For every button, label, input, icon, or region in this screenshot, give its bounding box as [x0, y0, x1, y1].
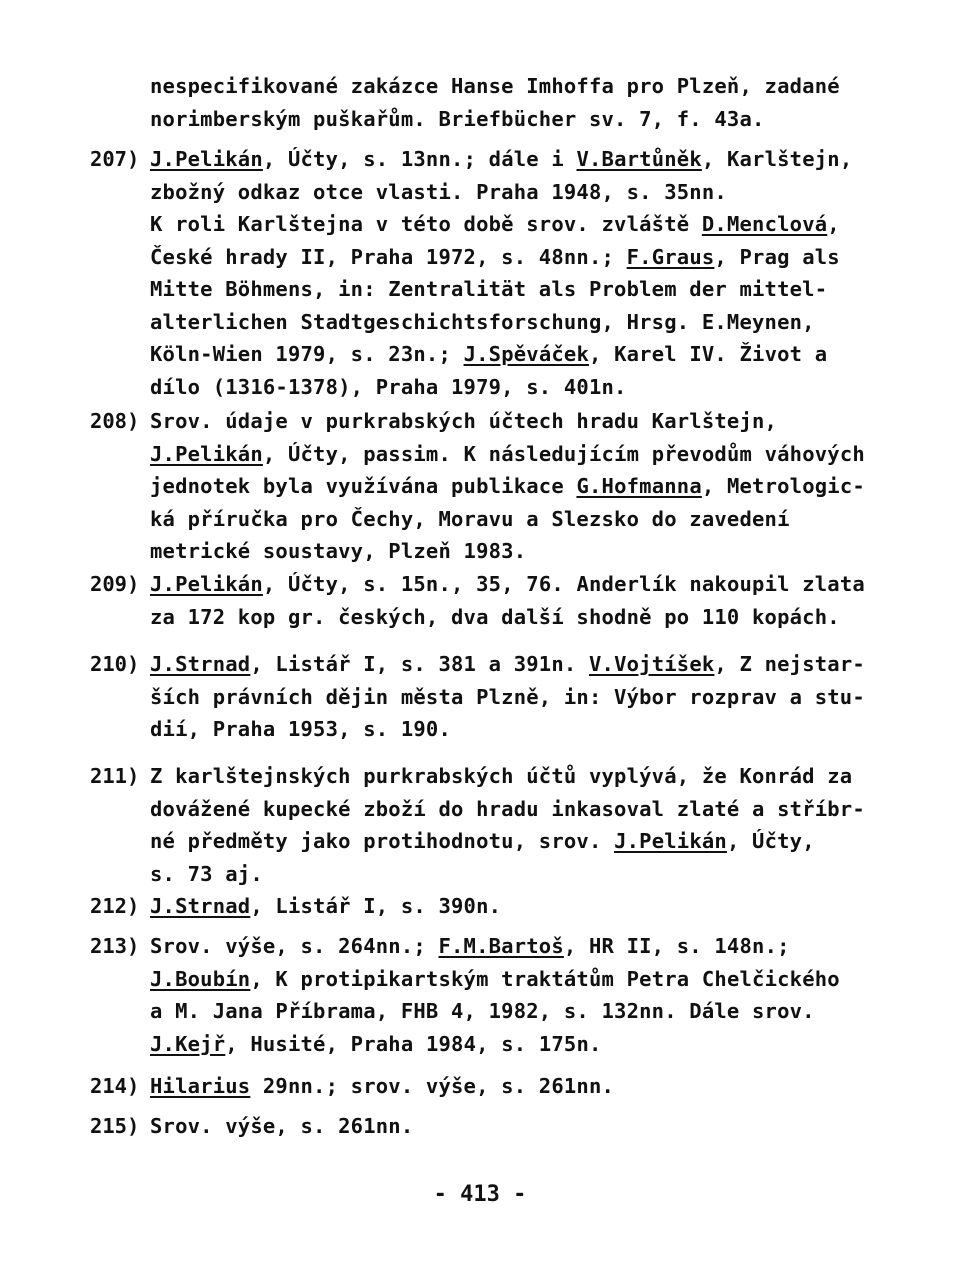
footnote-text [150, 648, 865, 746]
text-line [150, 648, 865, 681]
text-line [150, 963, 840, 996]
author-name: J.Pelikán [150, 572, 263, 596]
text-segment: dílo (1316-1378), Praha 1979, s. 401n. [150, 374, 627, 399]
text-segment: , HR II, s. 148n.; [563, 934, 790, 958]
footnote-number: 208) [90, 409, 140, 433]
text-line [150, 930, 840, 963]
text-segment: , Metrologic- [701, 474, 865, 498]
text-line [150, 405, 865, 438]
author-name: F.M.Bartoš [438, 934, 564, 958]
author-name: J.Strnad [150, 652, 251, 676]
text-segment: , Husité, Praha 1984, s. 175n. [225, 1031, 602, 1056]
text-line [150, 793, 865, 826]
footnote-text [150, 143, 852, 403]
text-segment: alterlichen Stadtgeschichtsforschung, Hrsg. E.Meynen, [150, 309, 815, 334]
text-line [150, 760, 865, 793]
text-segment: K roli Karlštejna v této době srov. zvláště [150, 212, 702, 236]
text-line [150, 208, 852, 241]
text-line [150, 470, 865, 503]
text-line [150, 890, 501, 923]
text-segment: Srov. údaje v purkrabských účtech hradu Karlštejn, [150, 409, 778, 433]
text-segment: zbožný odkaz otce vlasti. Praha 1948, s. 35nn. [150, 179, 727, 204]
text-line [150, 568, 865, 601]
text-segment: 29nn.; srov. výše, s. 261nn. [250, 1074, 615, 1098]
author-name: J.Pelikán [614, 829, 727, 853]
text-segment: , Karel IV. Život a [588, 342, 828, 366]
footnote-text [150, 568, 865, 633]
text-line [150, 825, 865, 858]
text-segment: ších právních dějin města Plzně, in: Výbor rozprav a stu- [150, 684, 865, 709]
author-name: D.Menclová [701, 212, 828, 236]
text-segment: nespecifikované zakázce Hanse Imhoffa pro Plzeň, zadané [150, 74, 840, 98]
text-line [150, 241, 852, 274]
footnote-number: 213) [90, 934, 140, 958]
text-line [150, 535, 865, 568]
footnote-number: 209) [90, 572, 140, 596]
text-segment: , Listář I, s. 381 a 391n. [250, 652, 589, 676]
text-segment: metrické soustavy, Plzeň 1983. [150, 539, 527, 563]
author-name: V.Vojtíšek [588, 652, 715, 676]
footnote-text [150, 405, 865, 568]
text-segment: a M. Jana Příbrama, FHB 4, 1982, s. 132nn. Dále srov. [150, 999, 815, 1023]
author-name: J.Spěváček [463, 342, 589, 366]
footnote-number: 212) [90, 894, 140, 918]
author-name: J.Pelikán [150, 147, 263, 171]
footnote-text [150, 1070, 614, 1103]
author-name: V.Bartůněk [576, 147, 702, 171]
continuation-paragraph [150, 70, 840, 135]
text-line [150, 601, 865, 634]
text-segment: jednotek byla využívána publikace [150, 474, 577, 498]
text-segment: , Prag als [714, 244, 840, 269]
text-segment: České hrady II, Praha 1972, s. 48nn.; [150, 244, 627, 269]
footnote-number: 210) [90, 652, 140, 676]
text-line [150, 503, 865, 536]
text-segment: Köln-Wien 1979, s. 23n.; [150, 342, 464, 366]
text-segment: ká příručka pro Čechy, Moravu a Slezsko do zavedení [150, 506, 790, 531]
text-segment: , [827, 212, 840, 236]
author-name: J.Pelikán [150, 441, 263, 466]
text-segment: dií, Praha 1953, s. 190. [150, 717, 452, 741]
text-line [150, 858, 865, 891]
text-segment: Z karlštejnských purkrabských účtů vyplývá, že Konrád za [150, 764, 853, 788]
text-segment: , Účty, passim. K následujícím převodům váhových [262, 441, 865, 466]
footnote-number: 207) [90, 147, 140, 171]
footnote-text [150, 930, 840, 1060]
footnote-text [150, 890, 501, 923]
text-line [150, 371, 852, 404]
text-segment: za 172 kop gr. českých, dva další shodně po 110 kopách. [150, 604, 840, 629]
footnote-number: 211) [90, 764, 140, 788]
author-name: J.Kejř [150, 1031, 226, 1056]
text-segment: , Účty, s. 13nn.; dále i [262, 147, 577, 171]
author-name: Hilarius [150, 1074, 251, 1098]
text-line [150, 176, 852, 209]
footnote-text [150, 760, 865, 890]
text-segment: , Listář I, s. 390n. [250, 894, 502, 918]
text-segment: s. 73 aj. [150, 861, 263, 886]
text-line [150, 1028, 840, 1061]
text-segment: , Z nejstar- [714, 652, 865, 676]
footnote-number: 215) [90, 1114, 140, 1138]
text-line [150, 1110, 413, 1143]
author-name: J.Strnad [150, 894, 251, 918]
text-line [150, 143, 852, 176]
author-name: G.Hofmanna [576, 474, 702, 498]
text-line [150, 338, 852, 371]
text-segment: dovážené kupecké zboží do hradu inkasoval zlaté a stříbr- [150, 796, 865, 821]
text-segment: Srov. výše, s. 261nn. [150, 1114, 414, 1138]
footnote-number: 214) [90, 1074, 140, 1098]
text-line [150, 438, 865, 471]
text-segment: Srov. výše, s. 264nn.; [150, 934, 439, 958]
text-line [150, 70, 840, 103]
text-segment: né předměty jako protihodnotu, srov. [150, 829, 615, 853]
text-segment: , Karlštejn, [701, 147, 853, 171]
text-line [150, 1070, 614, 1103]
text-segment: Mitte Böhmens, in: Zentralität als Problem der mittel- [150, 277, 828, 301]
text-segment: , Účty, [726, 829, 815, 853]
text-segment: , K protipikartským traktátům Petra Chelčického [250, 966, 840, 991]
text-line [150, 995, 840, 1028]
text-line [150, 273, 852, 306]
text-line [150, 103, 840, 136]
text-line [150, 681, 865, 714]
text-line [150, 713, 865, 746]
footnote-text [150, 1110, 413, 1143]
text-segment: , Účty, s. 15n., 35, 76. Anderlík nakoupil zlata [262, 572, 865, 596]
author-name: J.Boubín [150, 966, 251, 991]
author-name: F.Graus [626, 244, 715, 269]
text-line [150, 306, 852, 339]
text-segment: norimberským puškařům. Briefbücher sv. 7, f. 43a. [150, 106, 765, 131]
page-number: - 413 - [433, 1182, 527, 1207]
